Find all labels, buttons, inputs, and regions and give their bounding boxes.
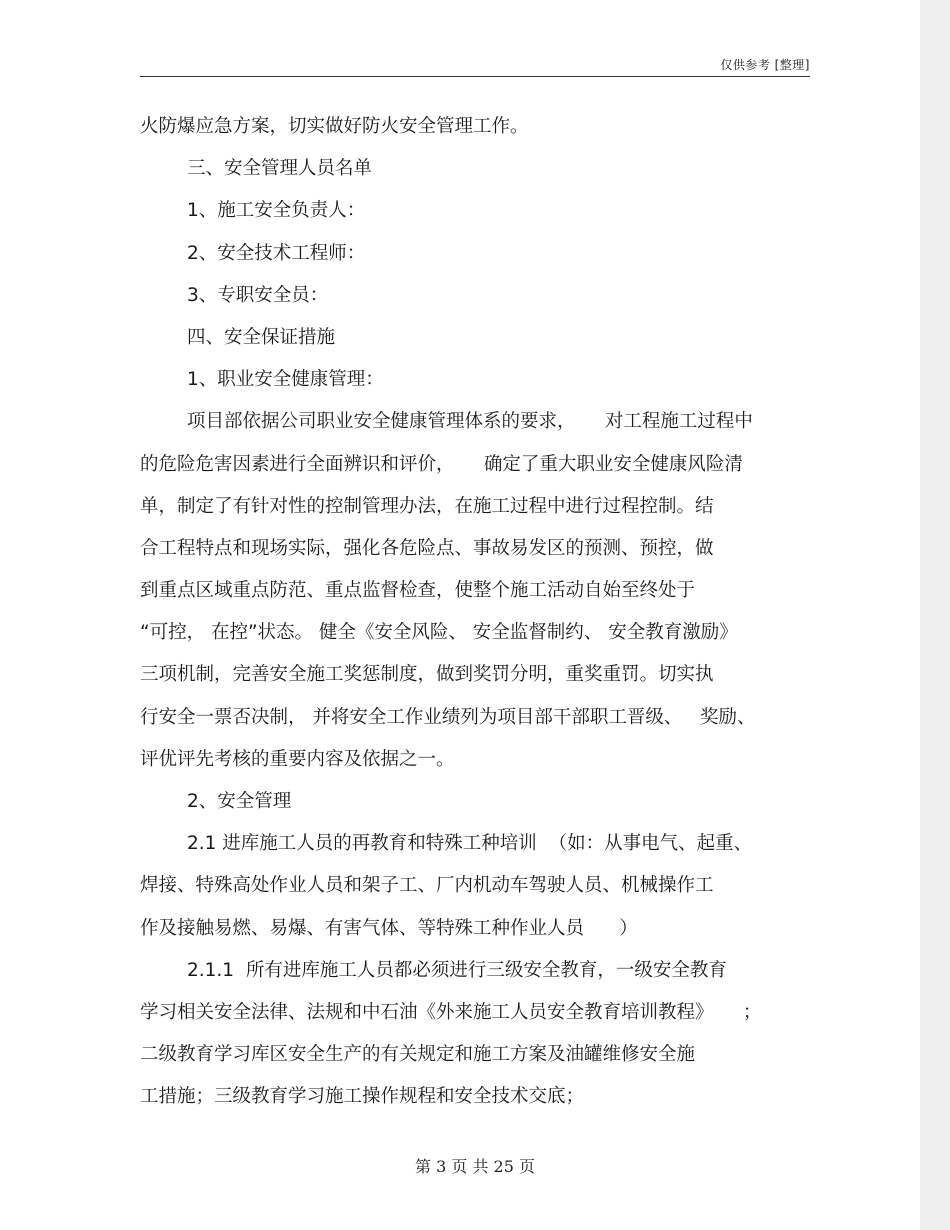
text-line: 二级教育学习库区安全生产的有关规定和施工方案及油罐维修安全施 xyxy=(140,1044,696,1066)
text-line: 1、职业安全健康管理： xyxy=(187,369,384,391)
text-line: 2、安全技术工程师： xyxy=(187,242,366,264)
text-line: 1、施工安全负责人： xyxy=(187,200,366,222)
text-line: 四、安全保证措施 xyxy=(187,326,336,348)
header-note: 仅供参考 [整理] xyxy=(720,58,810,72)
text-line: 项目部依据公司职业安全健康管理体系的要求， 对工程施工过程中 xyxy=(187,411,753,433)
text-line: 工措施；三级教育学习施工操作规程和安全技术交底； xyxy=(140,1086,585,1108)
text-line: “可控， 在控”状态。 健全《安全风险、 安全监督制约、 安全教育激励》 xyxy=(140,622,738,644)
text-line: 到重点区域重点防范、重点监督检查，使整个施工活动自始至终处于 xyxy=(140,580,696,602)
text-line: 评优评先考核的重要内容及依据之一。 xyxy=(140,748,455,770)
text-line: 行安全一票否决制， 并将安全工作业绩列为项目部干部职工晋级、 奖励、 xyxy=(140,706,756,728)
page-footer: 第 3 页 共 25 页 xyxy=(415,1157,535,1176)
header-rule xyxy=(140,76,810,77)
text-line: 作及接触易燃、易爆、有害气体、等特殊工种作业人员 ） xyxy=(140,917,638,939)
text-line: 的危险危害因素进行全面辨识和评价， 确定了重大职业安全健康风险清 xyxy=(140,453,743,475)
viewer-margin xyxy=(920,0,950,1230)
text-line: 单，制定了有针对性的控制管理办法，在施工过程中进行过程控制。结 xyxy=(140,495,714,517)
text-line: 焊接、特殊高处作业人员和架子工、厂内机动车驾驶人员、机械操作工 xyxy=(140,875,714,897)
text-line: 2.1 进库施工人员的再教育和特殊工种培训 （如：从事电气、起重、 xyxy=(187,833,753,855)
text-line: 三、安全管理人员名单 xyxy=(187,158,373,180)
text-line: 学习相关安全法律、法规和中石油《外来施工人员安全教育培训教程》 ； xyxy=(140,1001,762,1023)
text-line: 火防爆应急方案，切实做好防火安全管理工作。 xyxy=(140,116,529,137)
text-line: 2.1.1 所有进库施工人员都必须进行三级安全教育，一级安全教育 xyxy=(187,959,727,981)
text-line: 2、安全管理 xyxy=(187,791,292,812)
text-line: 3、专职安全员： xyxy=(187,284,329,306)
body-text xyxy=(140,106,812,1119)
text-line: 合工程特点和现场实际，强化各危险点、事故易发区的预测、预控，做 xyxy=(140,537,714,559)
text-line: 三项机制，完善安全施工奖惩制度，做到奖罚分明，重奖重罚。切实执 xyxy=(140,664,714,686)
